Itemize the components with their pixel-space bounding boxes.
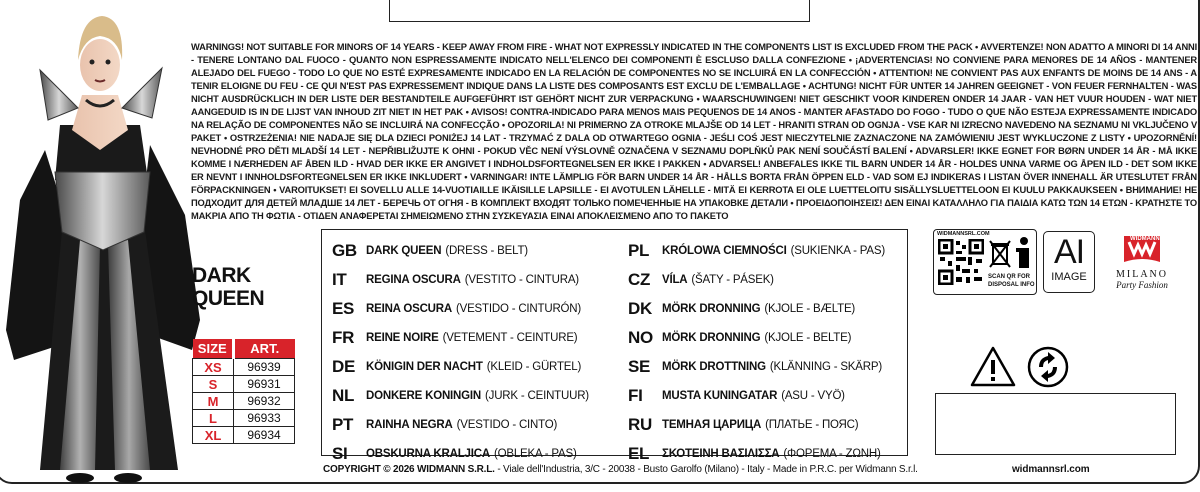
lang-code: FR — [332, 327, 355, 347]
copyright-address: - Viale dell'Industria, 3/C - 20038 - Busto Garolfo (Milano) - Italy - Made in P.R.C. per Widmann S.r.l. — [494, 464, 918, 475]
lang-name: MÖRK DROTTNING — [662, 360, 766, 373]
names-column-right — [628, 236, 885, 468]
lang-detail: (VESTITO - CINTURA) — [464, 273, 579, 286]
warning-triangle-icon — [970, 345, 1016, 387]
list-item — [332, 265, 589, 294]
lang-detail: (VESTIDO - CINTO) — [456, 418, 558, 431]
copyright-bold: COPYRIGHT © 2026 WIDMANN S.R.L. — [323, 464, 495, 475]
qr-code-icon — [938, 239, 984, 285]
list-item — [332, 236, 589, 265]
lang-name: ТЕМНАЯ ЦАРИЦА — [662, 418, 762, 431]
list-item — [628, 323, 885, 352]
list-item — [628, 294, 885, 323]
list-item — [332, 381, 589, 410]
size-table — [192, 339, 295, 444]
lang-code: EL — [628, 443, 650, 463]
size-header: SIZE — [193, 339, 234, 359]
table-row — [193, 427, 295, 444]
lang-name: KÖNIGIN DER NACHT — [366, 360, 483, 373]
info-icon — [1014, 236, 1034, 270]
lang-name: DONKERE KONINGIN — [366, 389, 482, 402]
size-cell: XL — [193, 427, 234, 444]
table-row — [193, 359, 295, 376]
list-item — [332, 410, 589, 439]
art-cell: 96932 — [234, 393, 295, 410]
lang-code: PT — [332, 414, 354, 434]
lang-detail: (JURK - CEINTUUR) — [485, 389, 589, 402]
lang-detail: (KJOLE - BÆLTE) — [764, 302, 856, 315]
brand-line2: Party Fashion — [1116, 280, 1168, 290]
lang-detail: (DRESS - BELT) — [445, 244, 528, 257]
lang-code: SI — [332, 443, 348, 463]
lang-detail: (KLEID - GÜRTEL) — [486, 360, 582, 373]
lang-name: DARK QUEEN — [366, 244, 442, 257]
ai-badge-big: AI — [1053, 233, 1085, 271]
brand-logo — [1108, 232, 1176, 294]
table-row — [193, 376, 295, 393]
lang-code: FI — [628, 385, 643, 405]
art-cell: 96934 — [234, 427, 295, 444]
art-header: ART. — [234, 339, 295, 359]
lang-code: IT — [332, 269, 347, 289]
list-item — [628, 410, 885, 439]
lang-code: CZ — [628, 269, 651, 289]
costume-model-image — [0, 0, 205, 492]
product-names-box — [321, 229, 908, 463]
lang-name: REGINA OSCURA — [366, 273, 461, 286]
size-cell: S — [193, 376, 234, 393]
lang-name: MÖRK DRONNING — [662, 302, 761, 315]
lang-detail: (KLÄNNING - SKÄRP) — [769, 360, 882, 373]
lang-detail: (VETEMENT - CEINTURE) — [442, 331, 578, 344]
lang-name: VÍLA — [662, 273, 688, 286]
art-cell: 96939 — [234, 359, 295, 376]
lang-name: ΣΚΟΤΕΙΝΗ ΒΑΣΙΛΙΣΣΑ — [662, 447, 780, 460]
list-item — [332, 294, 589, 323]
list-item — [628, 381, 885, 410]
blank-label-box — [935, 393, 1176, 455]
ai-badge-small: IMAGE — [1051, 271, 1087, 283]
lang-code: ES — [332, 298, 355, 318]
lang-detail: (ASU - VYÖ) — [781, 389, 845, 402]
table-row — [193, 393, 295, 410]
list-item — [628, 265, 885, 294]
art-cell: 96931 — [234, 376, 295, 393]
brand-name: WIDMANN — [1130, 236, 1160, 242]
ai-image-badge — [1043, 231, 1095, 293]
size-cell: M — [193, 393, 234, 410]
product-title-line1: DARK — [192, 264, 251, 287]
qr-url-text: WIDMANNSRL.COM — [937, 231, 990, 237]
lang-detail: (VESTIDO - CINTURÓN) — [455, 302, 582, 315]
lang-detail: (OBLEKA - PAS) — [493, 447, 577, 460]
names-column-left — [332, 236, 589, 468]
lang-name: MÖRK DRONNING — [662, 331, 761, 344]
disposal-qr-block — [933, 229, 1037, 295]
copyright-text — [323, 464, 918, 475]
lang-detail: (SUKIENKA - PAS) — [790, 244, 885, 257]
lang-code: NO — [628, 327, 653, 347]
lang-code: PL — [628, 240, 650, 260]
lang-name: RAINHA NEGRA — [366, 418, 453, 431]
size-cell: XS — [193, 359, 234, 376]
art-cell: 96933 — [234, 410, 295, 427]
lang-name: MUSTA KUNINGATAR — [662, 389, 778, 402]
lang-code: GB — [332, 240, 357, 260]
qr-scan-text-1: SCAN QR FOR — [988, 274, 1030, 280]
lang-code: DE — [332, 356, 356, 376]
list-item — [332, 352, 589, 381]
bin-crossed-icon — [989, 240, 1011, 268]
lang-name: OBSKURNA KRALJICA — [366, 447, 490, 460]
list-item — [628, 236, 885, 265]
lang-detail: (ПЛАТЬЕ - ПОЯС) — [765, 418, 859, 431]
lang-detail: (KJOLE - BELTE) — [764, 331, 852, 344]
list-item — [332, 323, 589, 352]
top-window-box — [389, 0, 810, 22]
lang-detail: (ΦΟΡΕΜΑ - ΖΩΝΗ) — [783, 447, 881, 460]
recycle-icon — [1027, 346, 1069, 388]
lang-name: REINA OSCURA — [366, 302, 452, 315]
brand-line1: MILANO — [1116, 269, 1168, 280]
table-row — [193, 410, 295, 427]
lang-code: RU — [628, 414, 652, 434]
qr-scan-text-2: DISPOSAL INFO — [988, 282, 1035, 288]
lang-detail: (ŠATY - PÁSEK) — [691, 273, 774, 286]
warnings-text: WARNINGS! NOT SUITABLE FOR MINORS OF 14 YEARS - KEEP AWAY FROM FIRE - WHAT NOT EXPRESSLY INDICATED IN THE COMPONENTS LIST IS EXCLUDED FROM THE PACK • AVVERTENZE! NON ADATTO A MINORI DI 14 ANNI - TENERE LONTANO DAL FUOCO - QUANTO NON ESPRESSAMENTE INDICATO NELL'ELENCO DEI COMPONENTI È ESCLUSO DALLA CONFEZIONE • ¡ADVERTENCIAS! NO CONVIENE PARA MENORES DE 14 AÑOS - MANTENER ALEJADO DEL FUEGO - TODO LO QUE NO ESTÉ EXPRESAMENTE INDICADO EN LA RELACIÓN DE COMPONENTES NO SE INCLUIRÁ EN LA CONFECCIÓN • ATTENTION! NE CONVIENT PAS AUX ENFANTS DE MOINS DE 14 ANS - A TENIR ELOIGNE DU FEU - CE QUI N'EST PAS EXPRESSEMENT INDIQUE DANS LA LISTE DES COMPOSANTS EST EXCLU DE L'EMBALLAGE • ACHTUNG! NICHT FÜR UNTER 14 JAHREN GEEIGNET - VON FEUER FERNHALTEN - WAS NICHT AUSDRÜCKLICH IN DER LISTE DER BESTANDTEILE AUFGEFÜHRT IST GEHÖRT NICHT ZUR VERPACKUNG • WAARSCHUWINGEN! NIET GESCHIKT VOOR KINDEREN ONDER 14 JAAR - VAN HET VUUR HOUDEN - WAT NIET AANGEDUID IS IN DE LIJST VAN INHOUD ZIT NIET IN HET PAK • AVISOS! CONTRA-INDICADO PARA MENOS MAIS PEQUENOS DE 14 ANOS - MANTER AFASTADO DO FOGO - TUDO O QUE NÃO ESTEJA EXPRESSAMENTE INDICADO NA RELAÇÃO DE COMPONENTES NÃO SE INCLUIRÁ NA CONFECÇÃO • OPOZORILA! NI PRIMERNO ZA OTROKE MLAJŠE OD 14 LET - HRANITI STRAN OD OGNJA - VSE KAR NI IZRECNO NAVEDENO NA SEZNAMU NI VKLJUČENO V PAKET • OSTRZEŻENIA! NIE NADAJE SIĘ DLA DZIECI PONIŻEJ 14 LAT - TRZYMAĆ Z DALA OD OTWARTEGO OGNIA - JEŚLI COŚ JEST NIECZYTELNIE ZAZNACZONE NA ZAMÓWIENIU JEST WYKLUCZONE Z LISTY • UPOZORNĚNÍ! NEVHODNÉ PRO DĚTI MLADŠÍ 14 LET - NEPŘIBLIŽUJTE K OHNI - POKUD VĚC NENÍ VÝSLOVNĚ OZNAČENA V SEZNAMU DOPLŇKŮ PAK NENÍ SOUČÁSTÍ BALENÍ • ADVARSLER! IKKE EGNET FOR BØRN UNDER 14 ÅR - MÅ IKKE KOMME I NÆRHEDEN AF ÅBEN ILD - HVAD DER IKKE ER ANGIVET I INDHOLDSFORTEGNELSEN ER IKKE I PAKKEN • ADVARSEL! ANBEFALES IKKE TIL BARN UNDER 14 ÅR - HOLDES UNNA VARME OG ÅPEN ILD - DET SOM IKKE ER NEVNT I INNHOLDSFORTEGNELSEN ER IKKE INKLUDERT • VARNINGAR! INTE LÄMPLIG FÖR BARN UNDER 14 ÅR - HÅLLS BORTA FRÅN ÖPPEN ELD - VAD SOM EJ INDIKERAS I LISTAN ÖVER INNEHALL ÄR UTESLUTET FRÅN FÖRPACKNINGEN • VAROITUKSET! EI SOVELLU ALLE 14-VUOTIAILLE IKÄISILLE LAPSILLE - EI AVOTULEN LÄHELLE - MITÄ EI KERROTA EI OLE LUETTELOITU SISÄLLYSLUETTELOON EI KUULU PAKKAUKSEEN • ВНИМАНИЕ! НЕ ПОДХОДИТ ДЛЯ ДЕТЕЙ МЛАДШЕ 14 ЛЕТ - БЕРЕЧЬ ОТ ОГНЯ - В КОМПЛЕКТ ВХОДЯТ ТОЛЬКО ПОМЕЧЕННЫЕ НА УПАКОВКЕ ДЕТАЛИ • ΠΡΟΕΙΔΟΠΟΙΗΣΕΙΣ! ΔΕΝ ΕΙΝΑΙ ΚΑΤΑΛΛΗΛΟ ΓΙΑ ΠΑΙΔΙΑ ΚΑΤΩ ΤΩΝ 14 ΕΤΩΝ - ΚΡΑΤΗΣΤΕ ΤΟ ΜΑΚΡΙΑ ΑΠΟ ΤΗ ΦΩΤΙΑ - ΟΤΙΔΕΝ ΑΝΑΦΕΡΕΤΑΙ ΣΗΜΕΙΩΜΕΝΟ ΣΤΗΝ ΣΥΣΚΕΥΑΣΙΑ ΕΙΝΑΙ ΑΠΟΚΛΕΙΣΜΕΝΟ ΑΠΟ ΤΟ ΠΑΚΕΤΟ — [191, 42, 1197, 221]
lang-code: SE — [628, 356, 651, 376]
lang-code: DK — [628, 298, 652, 318]
product-title-line2: QUEEN — [192, 287, 265, 310]
website-text: widmannsrl.com — [1012, 464, 1090, 475]
list-item — [628, 352, 885, 381]
size-cell: L — [193, 410, 234, 427]
lang-name: KRÓLOWA CIEMNOŚCI — [662, 244, 787, 257]
lang-name: REINE NOIRE — [366, 331, 439, 344]
lang-code: NL — [332, 385, 355, 405]
product-title — [192, 264, 264, 310]
